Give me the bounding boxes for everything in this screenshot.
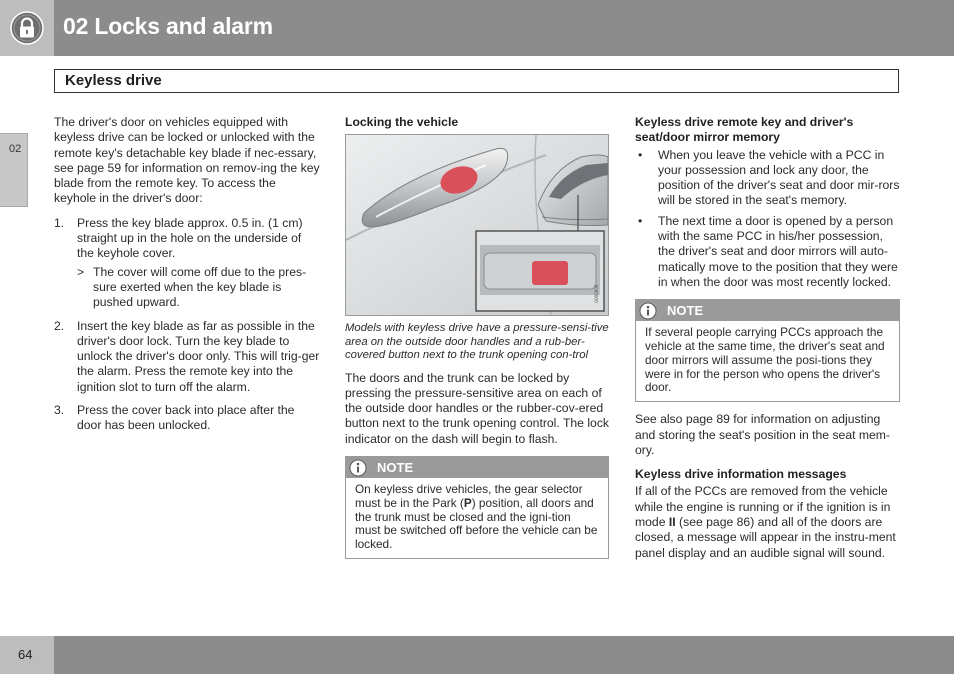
locking-body: The doors and the trunk can be locked by pressing the pressure-sensitive area on each of the outside door handles or the rubber-cov-ered button next to the trunk opening control. The lock indicator on the dash will begin to flash. (345, 370, 610, 446)
step-text: Press the cover back into place after the door has been unlocked. (77, 403, 295, 433)
step-item (54, 403, 320, 434)
column-1 (54, 115, 320, 442)
step-text: Press the key blade approx. 0.5 in. (1 cm) straight up in the hole on the underside of the keyhole cover. (77, 215, 303, 261)
bullet-item (635, 148, 900, 209)
chapter-tab-label: 02 (9, 143, 22, 155)
column-3 (635, 115, 900, 570)
column-2 (345, 115, 609, 569)
step-result (77, 265, 320, 311)
note-header (636, 300, 899, 321)
note-label: NOTE (377, 460, 414, 475)
result-text: The cover will come off due to the pres-sure exerted when the key blade is pushed upward. (93, 264, 307, 310)
see-also-paragraph: See also page 89 for information on adjusting and storing the seat's position in the seat mem-ory. (635, 412, 891, 457)
info-icon (639, 302, 657, 320)
step-item (54, 319, 320, 395)
step-number: 3. (54, 403, 65, 418)
intro-paragraph: The driver's door on vehicles equipped with keyless drive can be locked or unlocked with the remote key's detachable key blade if nec-essary, see page 59 for information on remov-ing the key blade from the remote key. To access the keyhole in the driver's door: (54, 115, 320, 206)
note-text-before: On keyless drive vehicles, the gear selector must be in the Park ( (355, 482, 583, 510)
chapter-side-tab (0, 133, 28, 207)
door-handle-drawing (346, 135, 608, 315)
note-text-after: ) position, all doors and the trunk must be closed and the igni-tion must be switched off before the vehicle can be locked. (355, 495, 598, 552)
steps-list (54, 216, 320, 434)
note-box (345, 456, 609, 559)
ignition-mode-label: II (668, 515, 676, 530)
page-number-box (0, 636, 54, 674)
bullet-dot: • (638, 213, 643, 228)
figure-code: G000000 (594, 284, 599, 304)
step-number: 1. (54, 215, 65, 230)
step-number: 2. (54, 318, 65, 333)
note-label: NOTE (667, 303, 704, 319)
chapter-title: 02 Locks and alarm (63, 13, 273, 39)
memory-bullets (635, 148, 900, 291)
figure-caption: Models with keyless drive have a pressure-sensi-tive area on the outside door handles and a rub-ber-covered button next to the trunk opening con-trol (345, 322, 609, 362)
footer-bar (0, 636, 954, 674)
info-text-before: If all of the PCCs are removed from the vehicle while the engine is running or if the ignition is in mode (635, 484, 891, 530)
bullet-dot: • (638, 147, 643, 162)
bullet-text: When you leave the vehicle with a PCC in your possession and lock any door, the position of the driver's seat and door mir-rors will be stored in the seat's memory. (658, 147, 900, 208)
info-text-after: (see page 86) and all of the doors are closed, a message will appear in the instru-ment panel display and an audible signal will sound. (635, 515, 896, 560)
note-header (346, 457, 608, 478)
page-number: 64 (18, 647, 33, 662)
info-messages-heading: Keyless drive information messages (635, 467, 847, 482)
section-header (54, 69, 899, 93)
locking-heading: Locking the vehicle (345, 115, 459, 129)
bullet-text: The next time a door is opened by a person with the same PCC in his/her possession, the driver's seat and door mirrors will auto-matically move to the position that they were in when the door was most recently locked. (658, 213, 898, 289)
info-messages-paragraph (635, 484, 900, 560)
step-text: Insert the key blade as far as possible in the driver's door lock. Turn the key blade to unlock the driver's door only. This will trig-ger the alarm. Press the remote key into the ignition slot to turn off the alarm. (77, 318, 320, 394)
bullet-item (635, 214, 900, 290)
info-icon (349, 459, 367, 477)
door-handle-illustration (345, 134, 609, 316)
step-item (54, 216, 320, 311)
note-body (346, 478, 608, 558)
result-arrow: > (77, 264, 85, 279)
section-title: Keyless drive (65, 72, 162, 89)
park-position-label: P (463, 495, 472, 510)
note-box (635, 299, 900, 402)
memory-heading: Keyless drive remote key and driver's seat/door mirror memory (635, 115, 854, 145)
note-body: If several people carrying PCCs approach the vehicle at the same time, the driver's seat and door mirrors will assume the posi-tions they were in for the person who opens the driver's door. (645, 325, 885, 395)
padlock-icon (10, 11, 44, 45)
chapter-icon-box (0, 0, 54, 56)
